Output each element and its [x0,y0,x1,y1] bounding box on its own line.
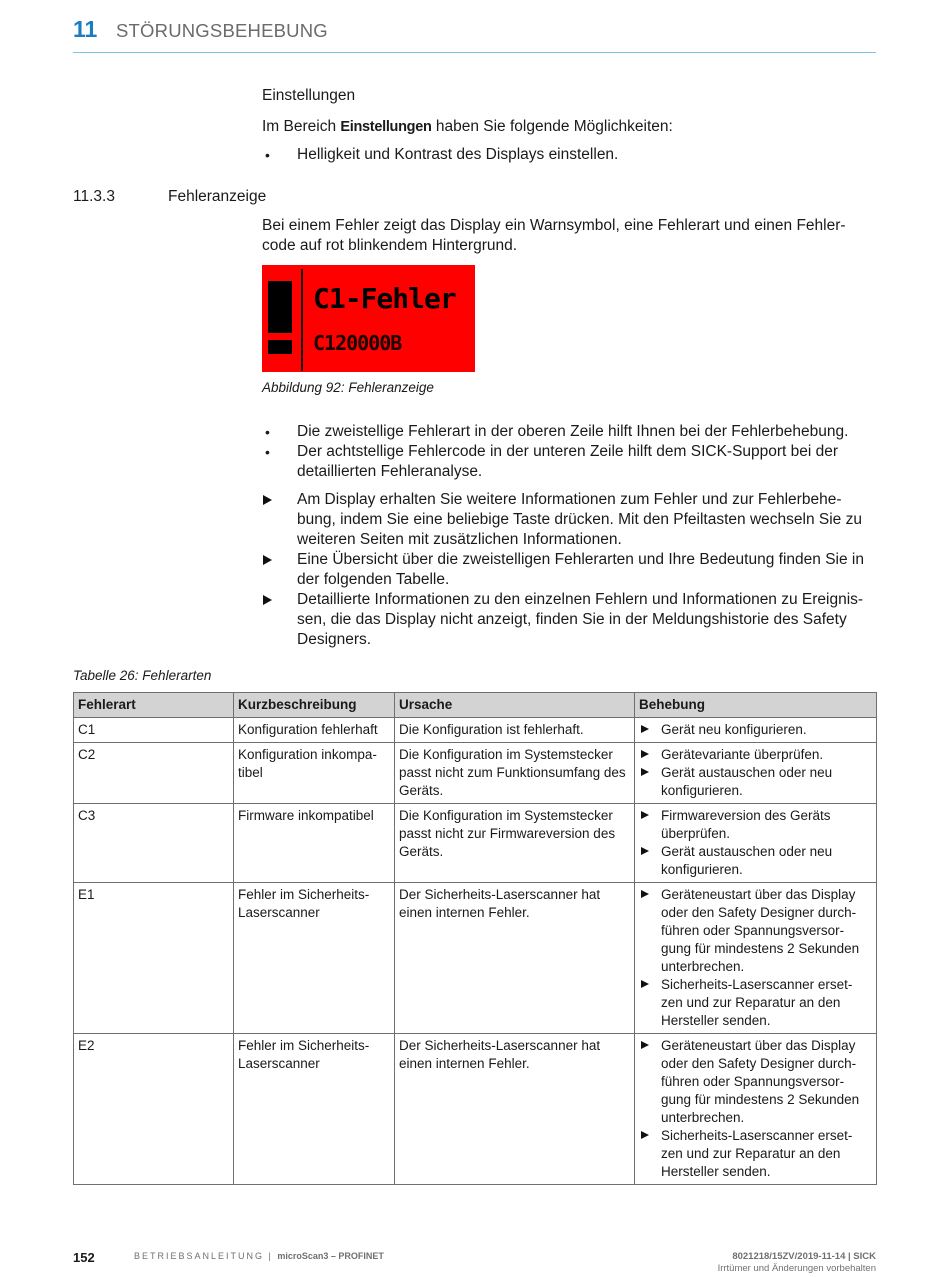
cell-error-type: C3 [74,804,234,883]
remedy-step: Sicherheits-Laserscanner erset-zen und zur Reparatur an den Hersteller senden. [639,1127,872,1181]
instruction-step: Eine Übersicht über die zweistelligen Fehlerarten und Ihre Bedeutung finden Sie in der folgenden Tabelle. [262,550,876,590]
arrow-right-icon [641,811,649,819]
cell-short-description: Konfiguration inkompa-tibel [234,743,395,804]
cell-cause: Die Konfiguration im Systemstecker passt nicht zum Funktionsumfang des Geräts. [395,743,635,804]
list-item: • Der achtstellige Fehlercode in der unteren Zeile hilft dem SICK-Support bei der detaillierten Fehleranalyse. [262,442,876,482]
arrow-right-icon [641,847,649,855]
list-item: • Helligkeit und Kontrast des Displays einstellen. [262,145,876,165]
section-number: 11.3.3 [73,188,115,205]
column-header: Ursache [395,693,635,718]
column-header: Behebung [635,693,877,718]
cell-cause: Die Konfiguration im Systemstecker passt nicht zur Firmwareversion des Geräts. [395,804,635,883]
arrow-right-icon [641,980,649,988]
table-row [74,1034,877,1185]
cell-remedy [635,804,877,883]
table-caption: Tabelle 26: Fehlerarten [73,668,212,683]
figure-caption: Abbildung 92: Fehleranzeige [262,380,434,395]
footer-document-title: BETRIEBSANLEITUNG | microScan3 – PROFINET [134,1251,384,1261]
arrow-right-icon [263,495,272,505]
remedy-step: Geräteneustart über das Display oder den Safety Designer durch-führen oder Spannungsversor-gung für mindestens 2 Sekunden unterbrechen. [639,886,872,976]
cell-error-type: E1 [74,883,234,1034]
cell-cause: Der Sicherheits-Laserscanner hat einen internen Fehler. [395,883,635,1034]
display-error-code: C120000B [313,331,402,355]
arrow-right-icon [641,768,649,776]
cell-short-description: Fehler im Sicherheits-Laserscanner [234,883,395,1034]
list-item: • Die zweistellige Fehlerart in der oberen Zeile hilft Ihnen bei der Fehlerbehebung. [262,422,876,442]
instruction-step: Detaillierte Informationen zu den einzelnen Fehlern und Informationen zu Ereignis-sen, die das Display nicht anzeigt, finden Sie in der Meldungshistorie des Safety Designers. [262,590,876,650]
chapter-number: 11 [73,16,98,42]
remedy-step: Firmwareversion des Geräts überprüfen. [639,807,872,843]
arrow-right-icon [263,595,272,605]
cell-error-type: C2 [74,743,234,804]
table-row [74,804,877,883]
warning-icon-dot [268,340,292,354]
footer-doc-id: 8021218/15ZV/2019-11-14 | SICK [732,1251,876,1262]
arrow-right-icon [641,890,649,898]
table-row [74,718,877,743]
cell-remedy [635,743,877,804]
arrow-right-icon [641,725,649,733]
info-bullet-list [262,422,876,482]
warning-icon [268,281,292,333]
settings-intro-bold: Einstellungen [340,119,432,135]
chapter-title: STÖRUNGSBEHEBUNG [116,20,328,41]
cell-remedy [635,718,877,743]
cell-remedy [635,1034,877,1185]
page-number: 152 [73,1250,95,1265]
remedy-step: Gerät austauschen oder neu konfigurieren. [639,843,872,879]
arrow-right-icon [263,555,272,565]
remedy-step: Gerät austauschen oder neu konfigurieren. [639,764,872,800]
table-row [74,743,877,804]
column-header: Fehlerart [74,693,234,718]
column-header: Kurzbeschreibung [234,693,395,718]
arrow-right-icon [641,1041,649,1049]
cell-error-type: E2 [74,1034,234,1185]
cell-cause: Der Sicherheits-Laserscanner hat einen internen Fehler. [395,1034,635,1185]
footer-document-info [718,1251,876,1275]
remedy-step: Sicherheits-Laserscanner erset-zen und zur Reparatur an den Hersteller senden. [639,976,872,1030]
section-title: Fehleranzeige [168,188,267,205]
footer-disclaimer: Irrtümer und Änderungen vorbehalten [717,1263,876,1274]
display-divider [301,269,303,371]
cell-error-type: C1 [74,718,234,743]
remedy-step: Geräteneustart über das Display oder den Safety Designer durch-führen oder Spannungsversor-gung für mindestens 2 Sekunden unterbrechen. [639,1037,872,1127]
error-types-table [73,692,877,1185]
page-header [73,14,876,53]
instruction-list [262,490,876,650]
cell-short-description: Firmware inkompatibel [234,804,395,883]
arrow-right-icon [641,1131,649,1139]
settings-heading: Einstellungen [262,87,356,104]
instruction-step: Am Display erhalten Sie weitere Informationen zum Fehler und zur Fehlerbehe-bung, indem Sie eine beliebige Taste drücken. Mit den Pfeiltasten wechseln Sie zu weiteren Seiten mit zusätzlichen Informationen. [262,490,876,550]
cell-cause: Die Konfiguration ist fehlerhaft. [395,718,635,743]
cell-short-description: Fehler im Sicherheits-Laserscanner [234,1034,395,1185]
settings-bullet-list [262,145,876,165]
remedy-step: Gerät neu konfigurieren. [639,721,872,739]
remedy-step: Gerätevariante überprüfen. [639,746,872,764]
cell-short-description: Konfiguration fehlerhaft [234,718,395,743]
display-error-type: C1-Fehler [313,282,456,315]
table-row [74,883,877,1034]
section-description: Bei einem Fehler zeigt das Display ein Warnsymbol, eine Fehlerart und einen Fehler- code auf rot blinkendem Hintergrund. [262,217,846,254]
arrow-right-icon [641,750,649,758]
settings-intro: Im Bereich Einstellungen haben Sie folgende Möglichkeiten: [262,118,673,135]
table-header-row [74,693,877,718]
cell-remedy [635,883,877,1034]
